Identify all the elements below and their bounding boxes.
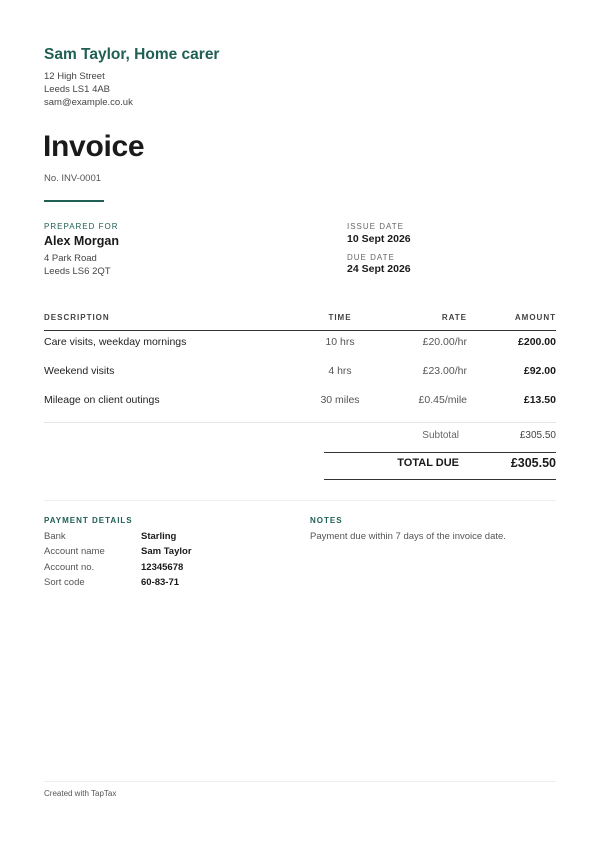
client-name: Alex Morgan bbox=[44, 234, 120, 248]
table-row bbox=[44, 365, 556, 385]
payment-value: 12345678 bbox=[141, 562, 184, 573]
row-description: Mileage on client outings bbox=[44, 394, 160, 406]
payment-value: 60-83-71 bbox=[141, 577, 180, 588]
sender-email: sam@example.co.uk bbox=[44, 97, 133, 108]
sender-name: Sam Taylor, Home carer bbox=[44, 46, 220, 63]
payment-key: Sort code bbox=[44, 577, 85, 588]
table-header-rule bbox=[44, 330, 556, 331]
row-amount: £92.00 bbox=[523, 365, 556, 377]
row-time: 30 miles bbox=[320, 394, 360, 406]
table-row bbox=[44, 394, 556, 414]
sender-address-line2: Leeds LS1 4AB bbox=[44, 84, 111, 95]
payment-value: Sam Taylor bbox=[141, 546, 192, 557]
prepared-for-label: PREPARED FOR bbox=[44, 222, 119, 231]
notes-text: Payment due within 7 days of the invoice date. bbox=[310, 531, 506, 542]
payment-row-account-name bbox=[44, 546, 294, 561]
total-due-label: TOTAL DUE bbox=[397, 457, 459, 469]
invoice-number: No. INV-0001 bbox=[44, 173, 102, 184]
payment-row-sort-code bbox=[44, 577, 294, 592]
payment-key: Account name bbox=[44, 546, 105, 557]
row-description: Care visits, weekday mornings bbox=[44, 336, 187, 348]
row-time: 10 hrs bbox=[325, 336, 355, 348]
column-header-rate: RATE bbox=[441, 313, 467, 322]
total-due-value: £305.50 bbox=[510, 456, 556, 470]
row-rate: £20.00/hr bbox=[422, 336, 467, 348]
column-header-amount: AMOUNT bbox=[514, 313, 556, 322]
payment-row-bank bbox=[44, 531, 294, 546]
client-address-line2: Leeds LS6 2QT bbox=[44, 265, 111, 277]
total-rule-top bbox=[324, 452, 556, 453]
section-divider bbox=[44, 500, 556, 501]
payment-details-label: PAYMENT DETAILS bbox=[44, 516, 133, 525]
payment-key: Account no. bbox=[44, 562, 95, 573]
sender-address bbox=[44, 70, 133, 109]
table-row bbox=[44, 336, 556, 356]
subtotal-value: £305.50 bbox=[519, 430, 556, 441]
row-amount: £200.00 bbox=[518, 336, 556, 348]
sender-address-line1: 12 High Street bbox=[44, 71, 105, 82]
issue-date-value: 10 Sept 2026 bbox=[347, 233, 411, 245]
payment-value: Starling bbox=[141, 531, 177, 542]
footer-divider bbox=[44, 781, 556, 782]
due-date-label: DUE DATE bbox=[347, 253, 395, 262]
items-divider bbox=[44, 422, 556, 423]
column-header-time: TIME bbox=[328, 313, 352, 322]
row-description: Weekend visits bbox=[44, 365, 115, 377]
total-rule-bottom bbox=[324, 479, 556, 480]
subtotal-label: Subtotal bbox=[422, 430, 459, 441]
title-accent-rule bbox=[44, 200, 104, 202]
row-time: 4 hrs bbox=[328, 365, 352, 377]
client-address bbox=[44, 253, 111, 278]
client-address-line1: 4 Park Road bbox=[44, 253, 97, 264]
row-rate: £23.00/hr bbox=[422, 365, 467, 377]
footer-credit: Created with TapTax bbox=[44, 789, 117, 798]
due-date-value: 24 Sept 2026 bbox=[347, 263, 411, 275]
column-header-description: DESCRIPTION bbox=[44, 313, 110, 322]
invoice-title: Invoice bbox=[43, 130, 145, 163]
payment-key: Bank bbox=[44, 531, 66, 542]
row-amount: £13.50 bbox=[523, 394, 556, 406]
payment-row-account-number bbox=[44, 562, 294, 577]
row-rate: £0.45/mile bbox=[418, 394, 467, 406]
notes-label: NOTES bbox=[310, 516, 343, 525]
issue-date-label: ISSUE DATE bbox=[347, 222, 404, 231]
